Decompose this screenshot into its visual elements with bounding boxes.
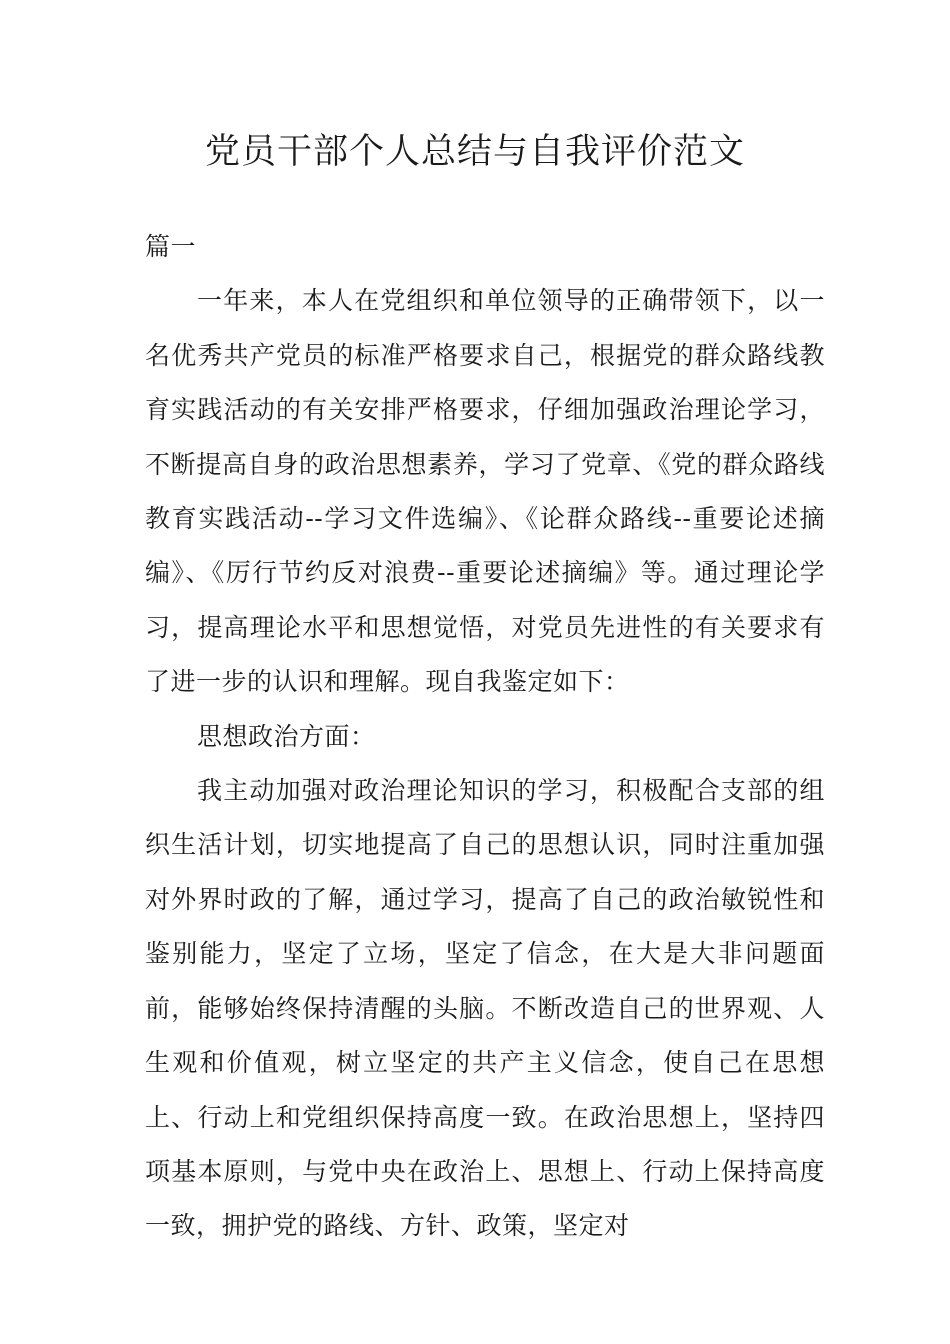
paragraph-ideology-politics: 我主动加强对政治理论知识的学习，积极配合支部的组织生活计划，切实地提高了自己的思想认识，同时注重加强对外界时政的了解，通过学习，提高了自己的政治敏锐性和鉴别能力，坚定了立场，坚定了信念，在大是大非问题面前，能够始终保持清醒的头脑。不断改造自己的世界观、人生观和价值观，树立坚定的共产主义信念，使自己在思想上、行动上和党组织保持高度一致。在政治思想上，坚持四项基本原则，与党中央在政治上、思想上、行动上保持高度一致，拥护党的路线、方针、政策，坚定对 xyxy=(145,776,825,1241)
document-body xyxy=(145,220,825,1254)
document-title: 党员干部个人总结与自我评价范文 xyxy=(204,132,745,172)
subheading-ideology-politics: 思想政治方面： xyxy=(197,721,376,751)
section-label: 篇一 xyxy=(145,232,197,261)
paragraph-intro: 一年来，本人在党组织和单位领导的正确带领下，以一名优秀共产党员的标准严格要求自己，根据党的群众路线教育实践活动的有关安排严格要求，仔细加强政治理论学习，不断提高自身的政治思想素养，学习了党章、《党的群众路线教育实践活动--学习文件选编》、《论群众路线--重要论述摘编》、《厉行节约反对浪费--重要论述摘编》等。通过理论学习，提高理论水平和思想觉悟，对党员先进性的有关要求有了进一步的认识和理解。现自我鉴定如下： xyxy=(145,286,825,697)
